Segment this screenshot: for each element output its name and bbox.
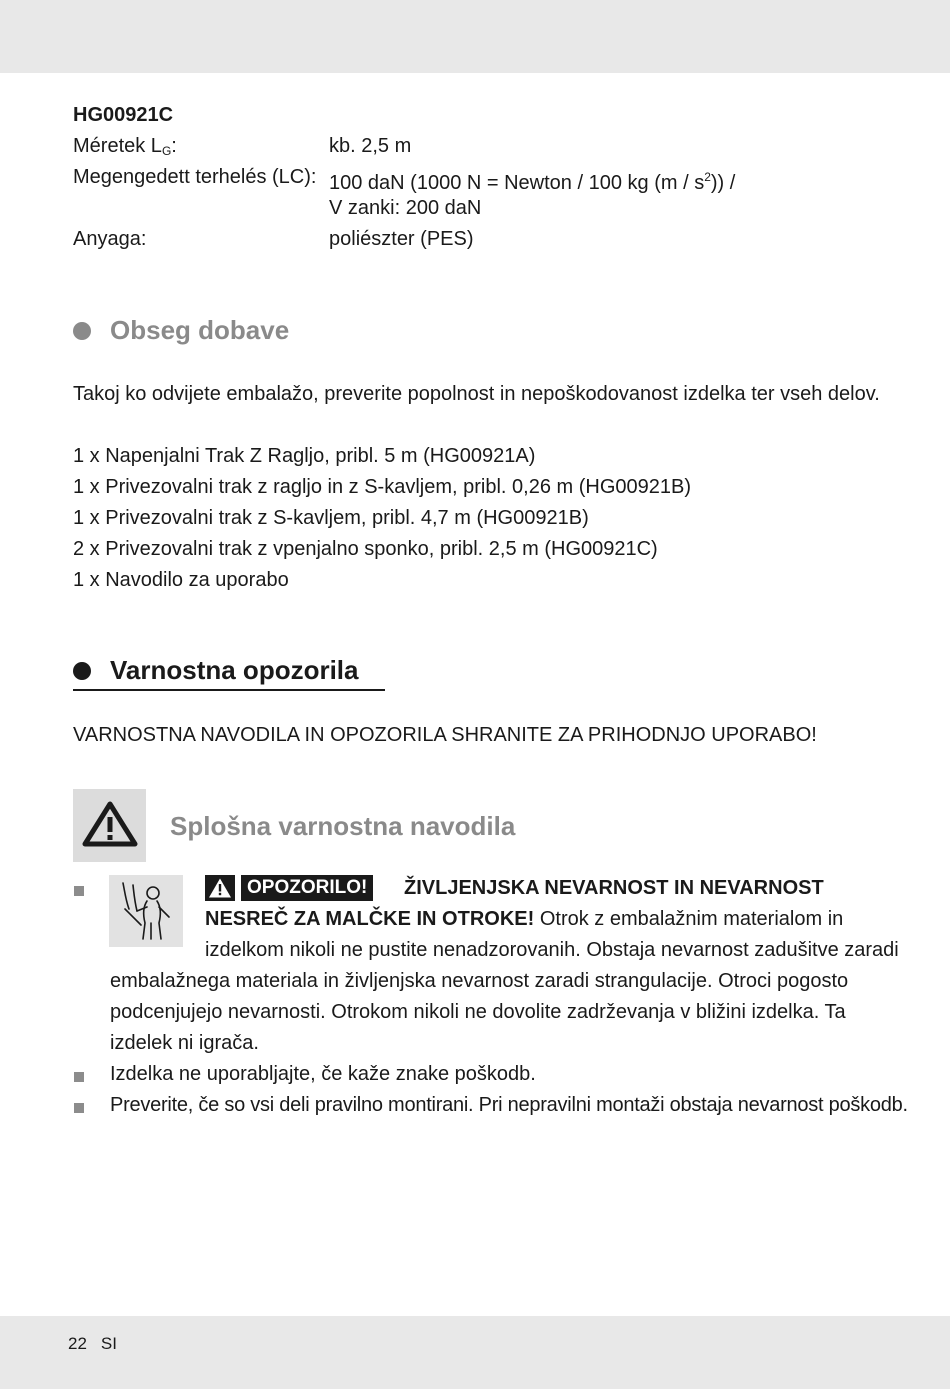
- warning-line-6: izdelek ni igrača.: [110, 1032, 259, 1054]
- page-number: 22: [68, 1334, 87, 1353]
- bullet-square: [74, 886, 84, 896]
- spec-value-loop: V zanki: 200 daN: [329, 197, 482, 219]
- spec-label-dimensions: Méretek $L_G$:: [73, 135, 177, 158]
- scope-item: 1 x Napenjalni Trak Z Ragljo, pribl. 5 m (HG00921A): [73, 445, 536, 467]
- keep-instructions-notice: VARNOSTNA NAVODILA IN OPOZORILA SHRANITE ZA PRIHODNJO UPORABO!: [73, 724, 817, 746]
- page-footer: [68, 1334, 131, 1354]
- spec-value-material: poliészter (PES): [329, 228, 474, 250]
- bullet-square: [74, 1072, 84, 1082]
- scope-item: 2 x Privezovalni trak z vpenjalno sponko, pribl. 2,5 m (HG00921C): [73, 538, 658, 560]
- warning-line-5: podcenjujejo nevarnosti. Otrokom nikoli ne dovolite zadrževanja v bližini izdelka. Ta: [110, 1001, 846, 1023]
- spec-value-dimensions: kb. 2,5 m: [329, 135, 412, 157]
- warning-small-icon: [208, 877, 232, 899]
- warning-title-line-1: ŽIVLJENJSKA NEVARNOST IN NEVARNOST: [404, 877, 824, 899]
- warning-box: [73, 789, 146, 862]
- scope-item: 1 x Privezovalni trak z S-kavljem, pribl. 4,7 m (HG00921B): [73, 507, 589, 529]
- model-code: HG00921C: [73, 104, 174, 126]
- heading-bullet-dot: [73, 322, 91, 340]
- warning-line-2: NESREČ ZA MALČKE IN OTROKE! Otrok z embalažnim materialom in: [205, 908, 844, 930]
- child-icon: [117, 879, 175, 943]
- general-safety-heading: Splošna varnostna navodila: [170, 811, 516, 841]
- heading-bullet-dot: [73, 662, 91, 680]
- heading-underline: [73, 689, 385, 691]
- scope-item: 1 x Privezovalni trak z ragljo in z S-kavljem, pribl. 0,26 m (HG00921B): [73, 476, 692, 498]
- warning-label: OPOZORILO!: [241, 875, 373, 901]
- child-warning-pictogram: [109, 875, 183, 947]
- spec-label-load: Megengedett terhelés (LC):: [73, 166, 317, 188]
- spec-value-load: 100 daN (1000 N = Newton / 100 kg $(m / s^2)$) /: [329, 170, 736, 194]
- scope-intro: Takoj ko odvijete embalažo, preverite popolnost in nepoškodovanost izdelka ter vseh delov.: [73, 383, 880, 405]
- warning-line-3: izdelkom nikoli ne pustite nenadzorovanih. Obstaja nevarnost zadušitve zaradi: [205, 939, 899, 961]
- safety-bullet-3: Preverite, če so vsi deli pravilno montirani. Pri nepravilni montaži obstaja nevarnost poškodb.: [110, 1094, 908, 1116]
- safety-bullet-2: Izdelka ne uporabljajte, če kaže znake poškodb.: [110, 1063, 536, 1085]
- safety-heading: Varnostna opozorila: [110, 653, 359, 691]
- warning-tag: [205, 875, 373, 901]
- scope-item: 1 x Navodilo za uporabo: [73, 569, 289, 591]
- language-code: SI: [100, 1334, 117, 1353]
- spec-label-material: Anyaga:: [73, 228, 147, 250]
- bottom-band: [0, 1316, 950, 1389]
- warning-tag-triangle: [205, 875, 235, 901]
- top-band: [0, 0, 950, 73]
- warning-line-4: embalažnega materiala in življenjska nevarnost zaradi strangulacije. Otroci pogosto: [110, 970, 849, 992]
- scope-heading: Obseg dobave: [110, 315, 290, 345]
- warning-triangle-icon: [82, 801, 138, 847]
- bullet-square: [74, 1103, 84, 1113]
